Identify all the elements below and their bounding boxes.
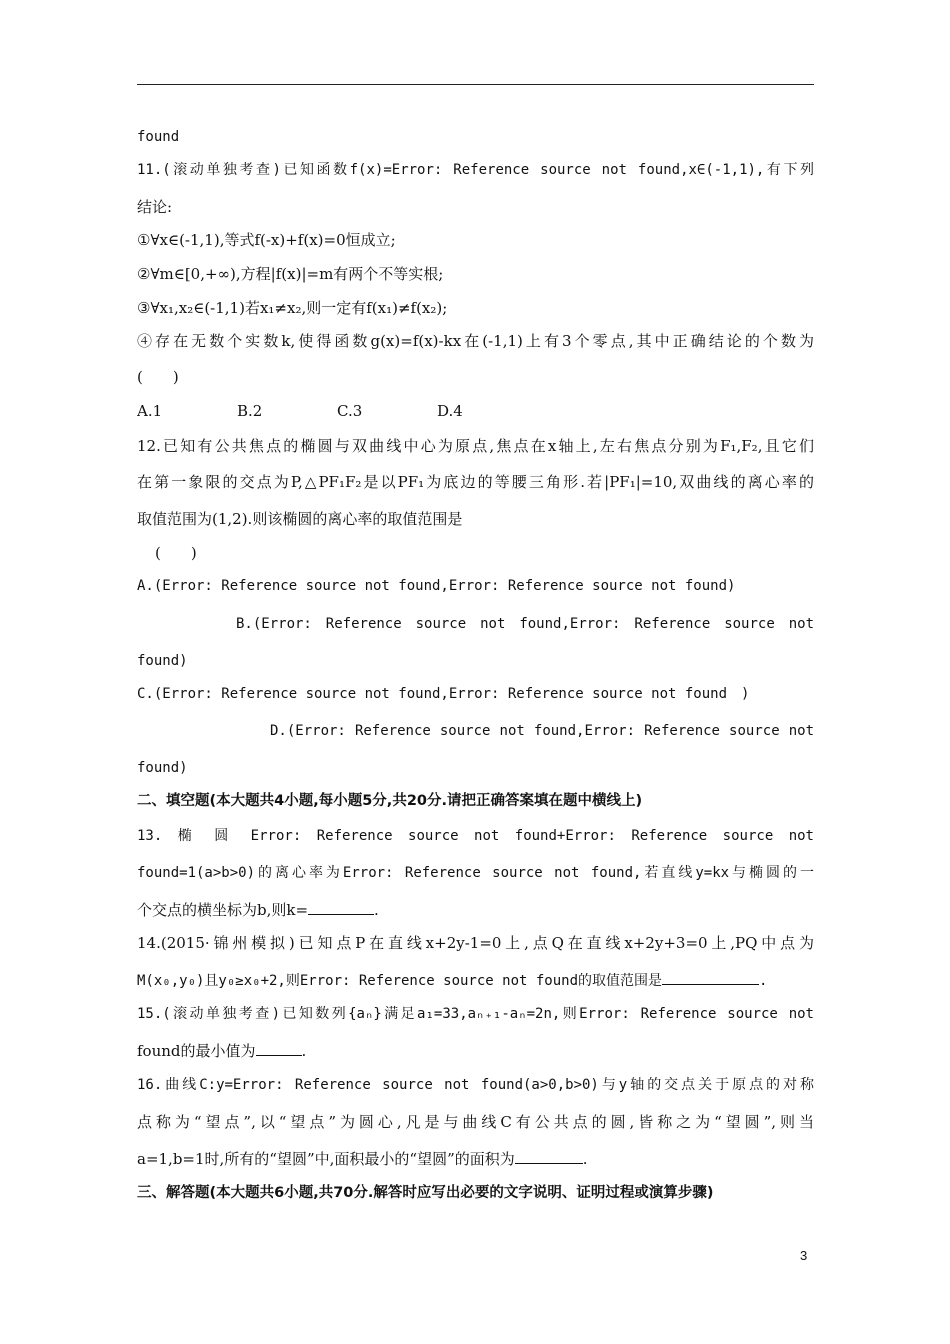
question-13-stem: 13. 椭 圆 Error: Reference source not found+Error: Reference source not: [137, 828, 814, 844]
text-line: found: [137, 129, 180, 145]
section-heading-answers: 三、解答题(本大题共6小题,共70分.解答时应写出必要的文字说明、证明过程或演算步骤): [137, 1185, 714, 1201]
text-fragment: .: [374, 901, 379, 919]
question-11-options: [137, 401, 814, 421]
conclusion-2: ②∀m∈[0,+∞),方程|f(x)|=m有两个不等实根;: [137, 265, 444, 283]
option-a: A.(Error: Reference source not found,Error: Reference source not found): [137, 578, 736, 594]
text-line: found): [137, 653, 188, 669]
text-fragment: a=1,b=1时,所有的“望圆”中,面积最小的“望圆”的面积为: [137, 1150, 515, 1168]
option-d: D.(Error: Reference source not found,Error: Reference source not: [270, 723, 814, 739]
option-d: D.4: [437, 402, 463, 420]
option-b: B.2: [237, 402, 263, 420]
text-fragment: .: [582, 1150, 588, 1168]
section-heading-fill-in: 二、填空题(本大题共4小题,每小题5分,共20分.请把正确答案填在题中横线上): [137, 793, 643, 809]
text-line: found): [137, 760, 188, 776]
text-fragment: M(x₀,y₀)且y₀≥x₀+2,则Error: Reference source not found的取值范围是: [137, 973, 663, 989]
option-c: C.3: [337, 402, 363, 420]
text-line: 结论:: [137, 198, 173, 216]
answer-blank[interactable]: [308, 900, 374, 915]
option-c: C.(Error: Reference source not found,Error: Reference source not found ): [137, 686, 750, 702]
text-fragment: .: [759, 973, 768, 989]
answer-blank[interactable]: [662, 970, 759, 985]
text-fragment: found的最小值为: [137, 1042, 256, 1060]
conclusion-4: ④存在无数个实数k,使得函数g(x)=f(x)-kx在(-1,1)上有3个零点,其中正确结论的个数为: [137, 332, 814, 350]
page-number: 3: [800, 1248, 808, 1263]
conclusion-3: ③∀x₁,x₂∈(-1,1)若x₁≠x₂,则一定有f(x₁)≠f(x₂);: [137, 299, 448, 317]
answer-blank[interactable]: [256, 1041, 302, 1056]
question-16-stem: 16.曲线C:y=Error: Reference source not found(a>0,b>0)与y轴的交点关于原点的对称: [137, 1077, 814, 1093]
question-11-stem: 11.(滚动单独考查)已知函数f(x)=Error: Reference source not found,x∈(-1,1),有下列: [137, 162, 814, 178]
conclusion-1: ①∀x∈(-1,1),等式f(-x)+f(x)=0恒成立;: [137, 231, 396, 249]
text-line: [137, 900, 814, 920]
text-line: 在第一象限的交点为P,△PF₁F₂是以PF₁为底边的等腰三角形.若|PF₁|=10,双曲线的离心率的: [137, 473, 814, 491]
option-a: A.1: [137, 402, 163, 420]
text-fragment: .: [301, 1042, 307, 1060]
answer-bracket: ( ): [137, 368, 179, 386]
text-line: found=1(a>b>0)的离心率为Error: Reference source not found,若直线y=kx与椭圆的一: [137, 865, 814, 881]
text-line: 取值范围为(1,2).则该椭圆的离心率的取值范围是: [137, 510, 463, 528]
text-line: [137, 970, 814, 991]
answer-bracket: ( ): [155, 544, 197, 562]
header-rule: [137, 84, 814, 85]
answer-blank[interactable]: [515, 1149, 583, 1164]
question-14-stem: 14.(2015·锦州模拟)已知点P在直线x+2y-1=0上,点Q在直线x+2y+3=0上,PQ中点为: [137, 934, 814, 952]
text-line: [137, 1149, 814, 1169]
question-12-stem: 12.已知有公共焦点的椭圆与双曲线中心为原点,焦点在x轴上,左右焦点分别为F₁,F₂,且它们: [137, 437, 814, 455]
text-fragment: 个交点的横坐标为b,则k=: [137, 901, 309, 919]
option-b: B.(Error: Reference source not found,Error: Reference source not: [236, 616, 814, 632]
text-line: [137, 1041, 814, 1061]
question-15-stem: 15.(滚动单独考查)已知数列{aₙ}满足a₁=33,aₙ₊₁-aₙ=2n,则Error: Reference source not: [137, 1006, 814, 1022]
text-line: 点称为“望点”,以“望点”为圆心,凡是与曲线C有公共点的圆,皆称之为“望圆”,则当: [137, 1113, 814, 1131]
